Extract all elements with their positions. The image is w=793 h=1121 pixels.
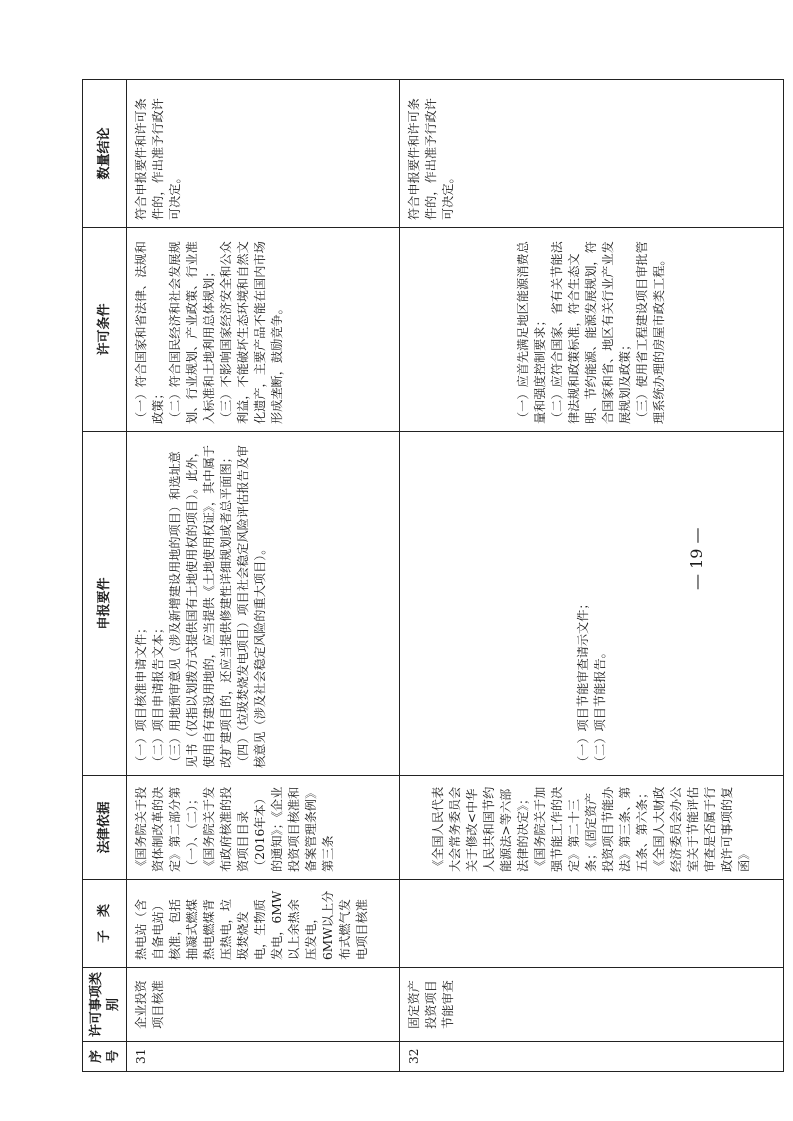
condition-item: （一）符合国家和省法律、法规和政策； xyxy=(134,241,165,424)
condition-item: （三）使用省工程建设项目审批管理系统办理的房屋市政类工程。 xyxy=(635,241,666,424)
header-subcategory: 子 类 xyxy=(83,880,127,968)
row-no: 31 xyxy=(127,1042,400,1072)
header-law: 法律依据 xyxy=(83,776,127,880)
row-conclusion: 符合申报要件和许可条件的，作出准予行政许可决定。 xyxy=(400,80,784,228)
row-category: 固定资产投资项目节能审查 xyxy=(400,968,784,1042)
condition-item: （二）应符合国家、省有关节能法律法规和政策标准，符合生态文明、节约能源、能源发展规划，符合国家和省、地区有关行业产业发展规划及政策； xyxy=(550,241,632,424)
table-header-row xyxy=(83,80,127,1072)
row-subcategory: 热电站（含自备电站）核准，包括抽凝式燃煤热电燃煤背压热电，垃圾焚烧发电，生物质发电，6MW以上余热余压发电，6MW以上分布式燃气发电项目核准 xyxy=(127,880,400,968)
condition-item: （二）符合国民经济和社会发展规划、行业规划、产业政策、行业准入标准和土地利用总体规划； xyxy=(168,241,216,424)
condition-item: （三）不影响国家经济安全和公众利益，不能破坏生态环境和自然文化遗产，主要产品不能在国内市场形成垄断，鼓励竞争。 xyxy=(219,241,284,424)
row-category: 企业投资项目核准 xyxy=(127,968,400,1042)
condition-item: （一）应首先满足地区能源消费总量和强度控制要求； xyxy=(516,241,547,424)
row-docs xyxy=(400,432,784,776)
doc-item: （二）项目节能报告。 xyxy=(592,646,607,768)
header-category: 许可事项类别 xyxy=(83,968,127,1042)
row-subcategory xyxy=(400,880,784,968)
row-conclusion: 符合申报要件和许可条件的，作出准予行政许可决定。 xyxy=(127,80,400,228)
header-docs: 申报要件 xyxy=(83,432,127,776)
doc-item: （三）用地预审意见（涉及新增建设用地的项目）和选址意见书（仅指以划拨方式提供国有土地使用权的项目）。此外，使用自有建设用地的，应当提供《土地使用权证》，其中属于改扩建项目的，还应当提供修建性详细规划或者总平面图； xyxy=(168,445,233,768)
header-no: 序号 xyxy=(83,1042,127,1072)
header-conclusion: 数量结论 xyxy=(83,80,127,228)
row-no: 32 xyxy=(400,1042,784,1072)
row-conditions xyxy=(127,228,400,432)
header-conditions: 许可条件 xyxy=(83,228,127,432)
doc-item: （四）（垃圾焚烧发电项目）项目社会稳定风险评估报告及审核意见（涉及社会稳定风险的重大项目）。 xyxy=(236,445,267,768)
row-docs xyxy=(127,432,400,776)
table-row xyxy=(127,80,400,1072)
doc-item: （一）项目核准申请文件； xyxy=(134,621,148,768)
row-law: 《全国人民代表大会常务委员会关于修改<中华人民共和国节约能源法>等六部法律的决定》；《国务院关于加强节能工作的决定》第二十三条；《固定资产投资项目节能办法》第三条、第五条、第六条；《全国人大财政经济委员会办公室关于节能评估审查是否属于行政许可事项的复函》 xyxy=(400,776,784,880)
page-number: — 19 — xyxy=(687,527,706,590)
row-law: 《国务院关于投资体制改革的决定》第二部分第（一）、（二）；《国务院关于发布政府核准的投资项目目录（2016年本）的通知》；《企业投资项目核准和备案管理条例》第三条 xyxy=(127,776,400,880)
doc-item: （二）项目申请报告文本； xyxy=(151,621,165,768)
row-conditions xyxy=(400,228,784,432)
doc-item: （一）项目节能审查请示文件； xyxy=(575,597,590,768)
